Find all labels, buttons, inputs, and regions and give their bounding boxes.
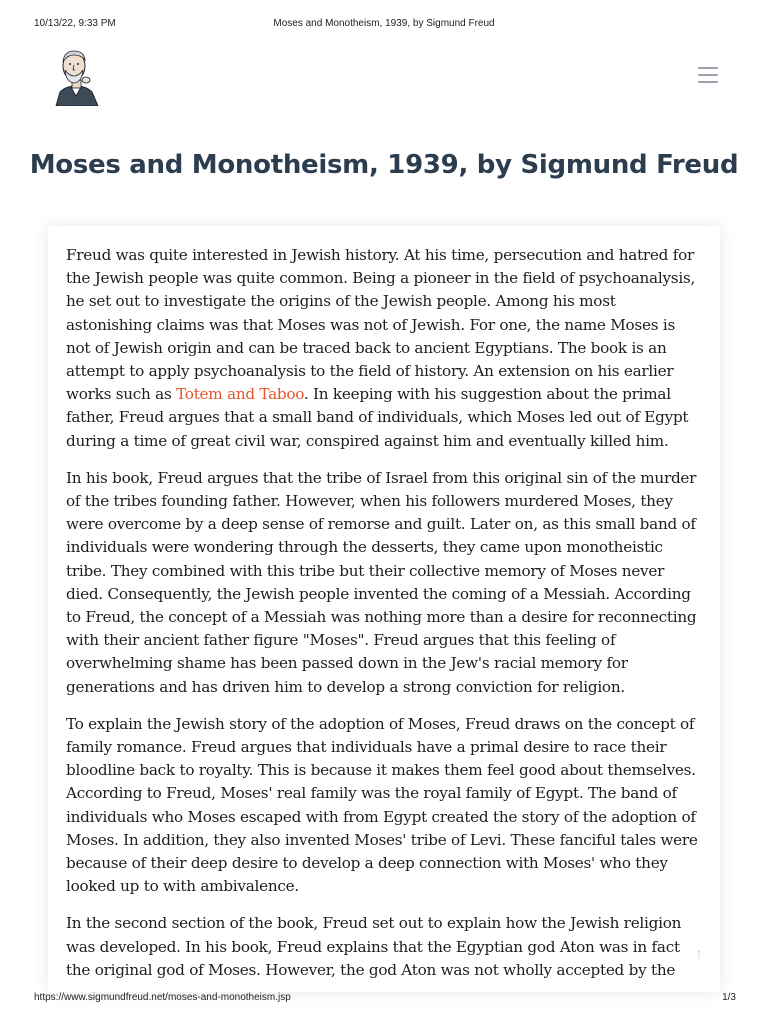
article-paragraph-4: In the second section of the book, Freud set out to explain how the Jewish religion was developed. In his book, Freud explains that the Egyptian god Aton was in fact the original god of Moses. However, the god Aton was not wholly accepted by the bbox=[66, 914, 682, 979]
totem-and-taboo-link[interactable]: Totem and Taboo bbox=[176, 385, 304, 404]
print-footer bbox=[0, 992, 768, 1006]
print-page-url: https://www.sigmundfreud.net/moses-and-monotheism.jsp bbox=[34, 992, 291, 1003]
article-paragraph-2: In his book, Freud argues that the tribe of Israel from this original sin of the murder of the tribes founding father. However, when his followers murdered Moses, they were overcome by a deep sense of remorse and guilt. Later on, as this small band of individuals were wondering through the desserts, they came upon monotheistic tribe. They combined with this tribe but their collective memory of Moses never died. Consequently, the Jewish people invented the coming of a Messiah. According to Freud, the concept of a Messiah was nothing more than a desire for reconnecting with their ancient father figure "Moses". Freud argues that this feeling of overwhelming shame has been passed down in the Jew's racial memory for generations and has driven him to develop a strong conviction for religion. bbox=[66, 468, 697, 696]
article-paragraph-3: To explain the Jewish story of the adoption of Moses, Freud draws on the concept of family romance. Freud argues that individuals have a primal desire to race their bloodline back to royalty. This is because it makes them feel good about themselves. According to Freud, Moses' real family was the royal family of Egypt. The band of individuals who Moses escaped with from Egypt created the story of the adoption of Moses. In addition, they also invented Moses' tribe of Levi. These fanciful tales were because of their deep desire to develop a deep connection with Moses' who they looked up to with ambivalence. bbox=[66, 714, 698, 896]
print-page-indicator: 1/3 bbox=[722, 992, 736, 1003]
hamburger-menu-icon[interactable] bbox=[698, 67, 718, 83]
article-body bbox=[48, 226, 720, 982]
freud-portrait-logo[interactable] bbox=[52, 46, 100, 106]
paragraph-1-text-b: . In keeping with his suggestion about the primal father, Freud argues that a small band of individuals, which Moses led out of Egypt during a time of great civil war, conspired against him and eventually killed him. bbox=[66, 385, 689, 450]
menu-line bbox=[698, 74, 718, 76]
menu-line bbox=[698, 81, 718, 83]
print-header bbox=[0, 18, 768, 32]
print-document-title: Moses and Monotheism, 1939, by Sigmund Freud bbox=[273, 18, 495, 29]
page-title: Moses and Monotheism, 1939, by Sigmund Freud bbox=[29, 150, 739, 180]
menu-line bbox=[698, 67, 718, 69]
article-card bbox=[48, 226, 720, 992]
paragraph-1-text-a: Freud was quite interested in Jewish history. At his time, persecution and hatred for the Jewish people was quite common. Being a pioneer in the field of psychoanalysis, he set out to investigate the origins of the Jewish people. Among his most astonishing claims was that Moses was not of Jewish. For one, the name Moses is not of Jewish origin and can be traced back to ancient Egyptians. The book is an attempt to apply psychoanalysis to the field of history. An extension on his earlier works such as bbox=[66, 246, 696, 404]
scroll-to-top-arrow-up-icon[interactable]: ↑ bbox=[695, 945, 703, 961]
print-datetime: 10/13/22, 9:33 PM bbox=[34, 18, 116, 29]
article-paragraph-1 bbox=[66, 244, 702, 453]
freud-portrait-icon bbox=[52, 46, 100, 106]
